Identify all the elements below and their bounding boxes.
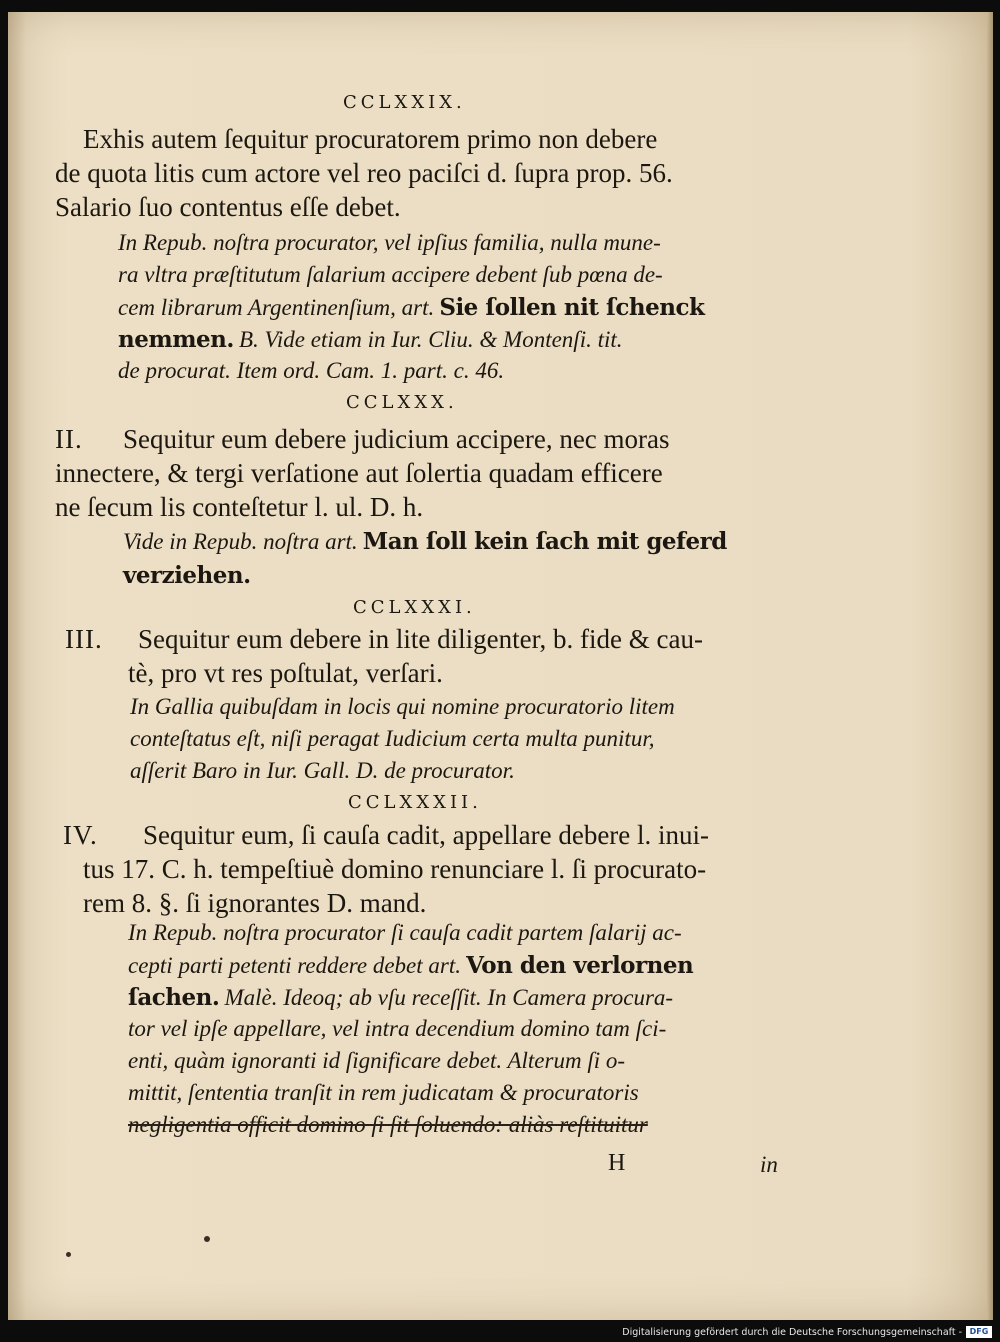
commentary-blackletter: Sie ſollen nit ſchenck [439, 294, 705, 321]
paper-speck [66, 1252, 71, 1257]
commentary-line [118, 294, 704, 321]
body-line: tè, pro vt res poſtulat, verſari. [128, 658, 443, 688]
commentary-italic: Malè. Ideoq; ab vſu receſſit. In Camera procura- [224, 985, 674, 1010]
section-number: IV. [63, 820, 98, 850]
commentary-blackletter: Von den verlornen [466, 952, 694, 979]
body-line: Salario ſuo contentus eſſe debet. [55, 192, 401, 222]
dfg-logo-icon: DFG [966, 1326, 992, 1338]
body-line: tus 17. C. h. tempeſtiuè domino renunciare l. ſi procurato- [83, 854, 707, 884]
commentary-line: enti, quàm ignoranti id ſignificare debet. Alterum ſi o- [128, 1048, 626, 1073]
commentary-line [118, 326, 623, 353]
commentary-italic: B. Vide etiam in Iur. Cliu. & Montenſi. tit. [239, 327, 623, 352]
section-number: II. [55, 424, 83, 454]
commentary-line: In Repub. noſtra procurator, vel ipſius familia, nulla mune- [118, 230, 661, 255]
commentary-line [128, 984, 673, 1011]
commentary-italic: cem librarum Argentinenſium, art. [118, 295, 435, 320]
commentary-line [128, 952, 693, 979]
commentary-line: de procurat. Item ord. Cam. 1. part. c. 46. [118, 358, 505, 383]
body-line: Exhis autem ſequitur procuratorem primo non debere [83, 124, 658, 154]
body-line: rem 8. §. ſi ignorantes D. mand. [83, 888, 427, 918]
commentary-blackletter: nemmen. [118, 326, 234, 353]
commentary-line: conteſtatus eſt, niſi peragat Iudicium certa multa punitur, [130, 726, 655, 751]
commentary-line [123, 528, 727, 555]
commentary-blackletter: Man ſoll kein ſach mit geferd [362, 528, 727, 555]
section-heading: CCLXXIX. [343, 92, 466, 113]
commentary-line-struck: negligentia officit domino ſi ſit ſoluendo: aliàs reſtituitur [128, 1112, 648, 1137]
signature-mark: H [608, 1150, 626, 1176]
body-line: ne ſecum lis conteſtetur l. ul. D. h. [55, 492, 424, 522]
commentary-blackletter: verziehen. [123, 562, 251, 589]
page-text [8, 12, 993, 1320]
body-line: Sequitur eum debere in lite diligenter, b. fide & cau- [138, 624, 703, 654]
commentary-line: tor vel ipſe appellare, vel intra decendium domino tam ſci- [128, 1016, 667, 1041]
commentary-line: In Repub. noſtra procurator ſi cauſa cadit partem ſalarij ac- [128, 920, 682, 945]
commentary-line: ra vltra præſtitutum ſalarium accipere debent ſub pœna de- [118, 262, 663, 287]
commentary-blackletter: ſachen. [128, 984, 220, 1011]
commentary-italic: Vide in Repub. noſtra art. [123, 529, 358, 554]
commentary-italic: cepti parti petenti reddere debet art. [128, 953, 461, 978]
section-heading: CCLXXXI. [353, 597, 476, 618]
funding-credit: Digitalisierung gefördert durch die Deutsche Forschungsgemeinschaft - [622, 1327, 962, 1338]
section-number: III. [65, 624, 103, 654]
section-heading: CCLXXX. [346, 392, 458, 413]
catchword: in [760, 1152, 778, 1177]
commentary-line: aſſerit Baro in Iur. Gall. D. de procurator. [130, 758, 515, 783]
footer-bar [0, 1320, 1000, 1342]
body-line: de quota litis cum actore vel reo paciſci d. ſupra prop. 56. [55, 158, 673, 188]
body-line: Sequitur eum debere judicium accipere, nec moras [123, 424, 670, 454]
scanned-page [8, 12, 993, 1320]
commentary-line: In Gallia quibuſdam in locis qui nomine procuratorio litem [130, 694, 675, 719]
section-heading: CCLXXXII. [348, 792, 482, 813]
body-line: innectere, & tergi verſatione aut ſolertia quadam efficere [55, 458, 663, 488]
body-line: Sequitur eum, ſi cauſa cadit, appellare debere l. inui- [143, 820, 710, 850]
commentary-line: mittit, ſententia tranſit in rem judicatam & procuratoris [128, 1080, 639, 1105]
paper-speck [204, 1236, 210, 1242]
